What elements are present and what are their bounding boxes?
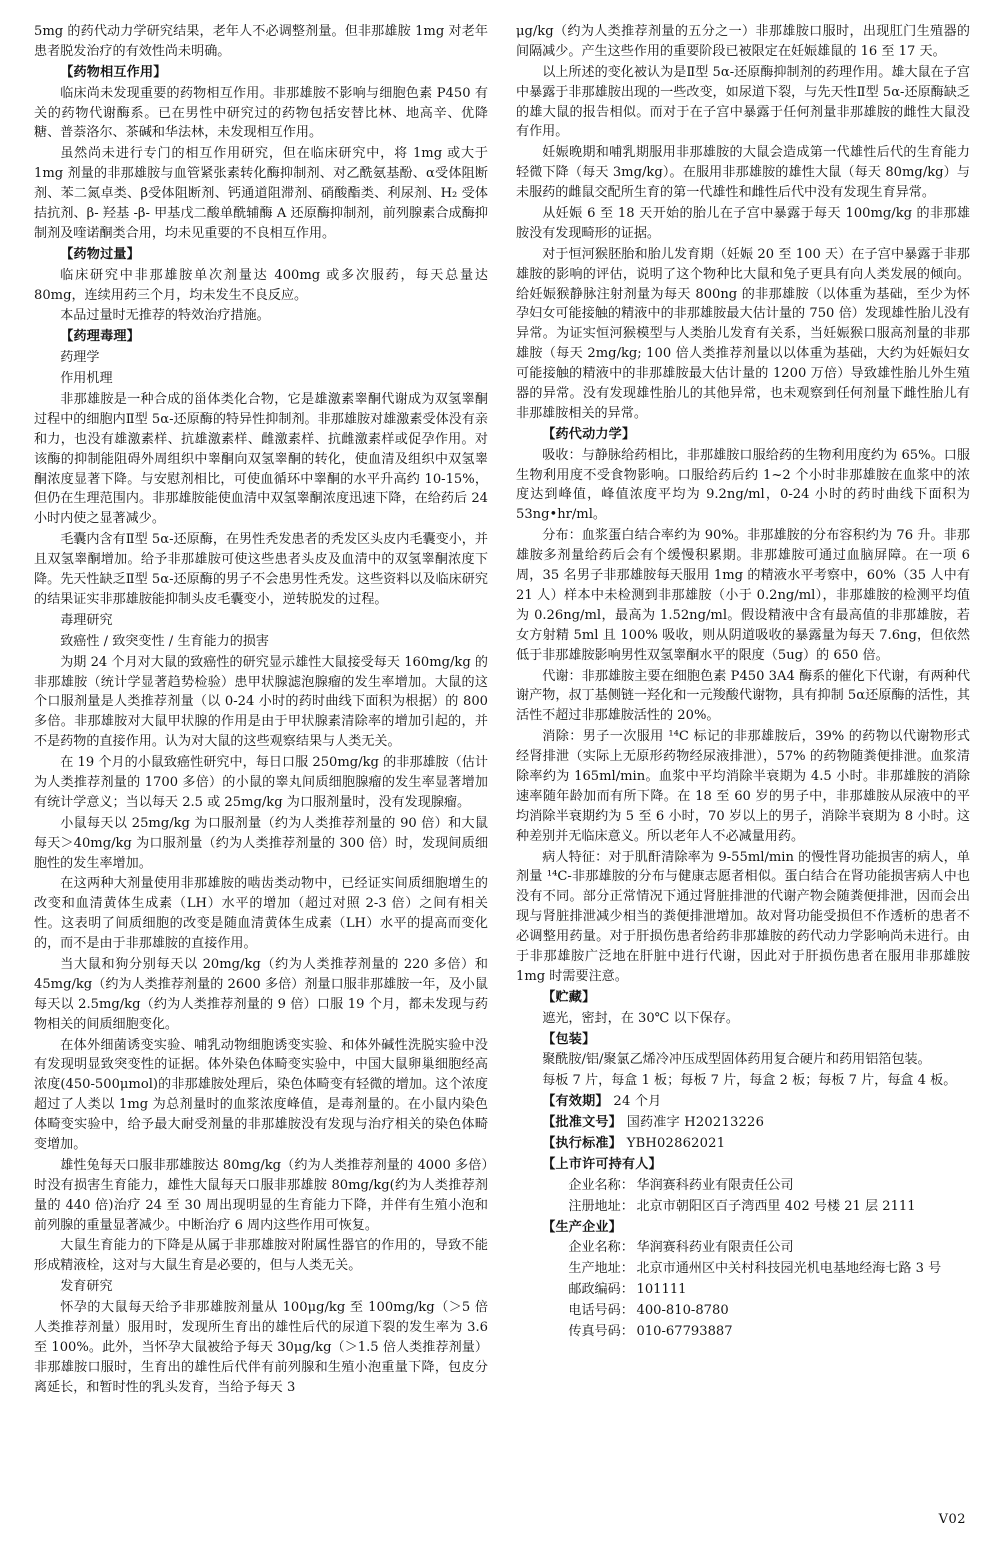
body-paragraph: 怀孕的大鼠每天给予非那雄胺剂量从 100μg/kg 至 100mg/kg（＞5 倍人类推荐剂量）服用时，发现所生育出的雄性后代的尿道下裂的发生率为 3.6 至 100%。此外，当怀孕大鼠被给予每天 30μg/kg（＞1.5 倍人类推荐剂量）非那雄胺口服时，生育出的雄性后代伴有前列腺和生殖小泡重量下降，包皮分离延长，和暂时性的乳头发育，当给予每天 3 xyxy=(34,1300,488,1395)
two-column-layout xyxy=(34,22,970,1492)
subsection-heading: 致癌性 / 致突变性 / 生育能力的损害 xyxy=(60,633,269,649)
field-label: 邮政编码： xyxy=(568,1282,634,1298)
section-heading-inline xyxy=(516,1092,970,1112)
subsection-heading: 作用机理 xyxy=(60,371,113,387)
section-value: 24 个月 xyxy=(613,1094,662,1110)
body-paragraph: μg/kg（约为人类推荐剂量的五分之一）非那雄胺口服时，出现肛门生殖器的间隔减少。产生这些作用的重要阶段已被限定在妊娠雄鼠的 16 至 17 天。 xyxy=(516,24,970,59)
field-label: 企业名称： xyxy=(568,1177,634,1193)
section-heading-inline xyxy=(516,1113,970,1133)
field-row xyxy=(516,1176,970,1196)
section-label: 【有效期】 xyxy=(542,1094,609,1110)
field-label: 传真号码： xyxy=(568,1324,634,1339)
body-paragraph: 毛囊内含有Ⅱ型 5α-还原酶，在男性秃发患者的秃发区头皮内毛囊变小，并且双氢睾酮增加。给予非那雄胺可使这些患者头皮及血清中的双氢睾酮浓度下降。先天性缺乏Ⅱ型 5α-还原酶的男子不会患男性秃发。这些资料以及临床研究的结果证实非那雄胺能抑制头皮毛囊变小，逆转脱发的过程。 xyxy=(34,532,488,607)
body-paragraph: 虽然尚未进行专门的相互作用研究，但在临床研究中，将 1mg 或大于 1mg 剂量的非那雄胺与血管紧张素转化酶抑制剂、对乙酰氨基酚、α受体阻断剂、苯二氮卓类、β受体阻断剂、钙通道阻滞剂、硝酸酯类、利尿剂、H₂ 受体拮抗剂、β- 羟基 -β- 甲基戊二酸单酰辅酶 A 还原酶抑制剂，前列腺素合成酶抑制剂及喹诺酮类合用，均未见重要的不良相互作用。 xyxy=(34,146,488,241)
body-paragraph: 小鼠每天以 25mg/kg 为口服剂量（约为人类推荐剂量的 90 倍）和大鼠每天＞40mg/kg 为口服剂量（约为人类推荐剂量的 300 倍）时，发现间质细胞性的发生率增加。 xyxy=(34,815,488,871)
subsection-heading: 药理学 xyxy=(60,350,100,366)
section-value: 国药准字 H20213226 xyxy=(626,1115,765,1131)
body-paragraph: 遮光，密封，在 30℃ 以下保存。 xyxy=(542,1010,739,1026)
section-heading: 【药理毒理】 xyxy=(60,329,140,345)
body-paragraph: 每板 7 片，每盒 1 板；每板 7 片，每盒 2 板；每板 7 片，每盒 4 板。 xyxy=(542,1073,957,1089)
field-label: 生产地址： xyxy=(568,1261,634,1277)
body-paragraph: 临床研究中非那雄胺单次剂量达 400mg 或多次服药，每天总量达 80mg，连续用药三个月，均未发生不良反应。 xyxy=(34,267,488,303)
body-paragraph: 5mg 的药代动力学研究结果，老年人不必调整剂量。但非那雄胺 1mg 对老年患者脱发治疗的有效性尚未明确。 xyxy=(34,24,488,59)
field-value: 101111 xyxy=(636,1282,687,1298)
body-paragraph: 消除：男子一次服用 ¹⁴C 标记的非那雄胺后，39% 的药物以代谢物形式经肾排泄（实际上无原形药物经尿液排泄），57% 的药物随粪便排泄。血浆清除率约为 165ml/min。血浆中平均消除半衰期为 4.5 小时。非那雄胺的消除速率随年龄加而有所下降。在 18 至 60 岁的男子中，非那雄胺从尿液中的平均消除半衰期约为 5 至 6 小时，70 岁以上的男子，消除半衰期为 8 小时。这种差别并无临床意义。所以老年人不必减量用药。 xyxy=(516,729,970,844)
field-row xyxy=(516,1301,970,1321)
page-code: V02 xyxy=(938,1512,966,1527)
field-value: 400-810-8780 xyxy=(636,1303,729,1319)
section-heading: 【生产企业】 xyxy=(542,1219,622,1235)
section-heading-inline xyxy=(516,1134,970,1154)
section-value: YBH02862021 xyxy=(626,1135,726,1151)
subsection-heading: 毒理研究 xyxy=(60,612,113,628)
body-paragraph: 非那雄胺是一种合成的甾体类化合物，它是雄激素睾酮代谢成为双氢睾酮过程中的细胞内Ⅱ型 5α-还原酶的特异性抑制剂。非那雄胺对雄激素受体没有亲和力，也没有雄激素样、抗雄激素样、雌激素样、抗雌激素样或促孕作用。对该酶的抑制能阻碍外周组织中睾酮向双氢睾酮的转化，使血清及组织中双氢睾酮浓度显著下降。与安慰剂相比，可使血循环中睾酮的水平升高约 10-15%，但仍在生理范围内。非那雄胺能使血清中双氢睾酮浓度迅速下降，在给药后 24 小时内使之显著减少。 xyxy=(34,392,488,527)
field-row xyxy=(516,1259,970,1279)
body-paragraph: 大鼠生育能力的下降是从属于非那雄胺对附属性器官的作用的，导致不能形成精液栓，这对与大鼠生育是必要的，但与人类无关。 xyxy=(34,1238,488,1274)
body-paragraph: 对于恒河猴胚胎和胎儿发育期（妊娠 20 至 100 天）在子宫中暴露于非那雄胺的影响的评估，说明了这个物种比大鼠和兔子更具有向人类发展的倾向。给妊娠猴静脉注射剂量为每天 800ng 的非那雄胺（以体重为基础，至少为怀孕妇女可能接触的精液中的非那雄胺最大估计量的 750 倍）发现雄性胎儿没有异常。为证实恒河猴模型与人类胎儿发育有关系，当妊娠猴口服高剂量的非那雄胺（每天 2mg/kg; 100 倍人类推荐剂量以以体重为基础，大约为妊娠妇女可能接触的精液中的非那雄胺最大估计量的 1200 万倍）导致雄性胎儿外生殖器的异常。没有发现雄性胎儿的其他异常，也未观察到任何剂量下雌性胎儿有非那雄胺相关的异常。 xyxy=(516,246,970,421)
field-row xyxy=(516,1280,970,1300)
section-label: 【批准文号】 xyxy=(542,1115,622,1131)
field-label: 企业名称： xyxy=(568,1240,634,1256)
body-paragraph: 在这两种大剂量使用非那雄胺的啮齿类动物中，已经证实间质细胞增生的改变和血清黄体生成素（LH）水平的增加（超过对照 2-3 倍）之间有相关性。这表明了间质细胞的改变是随血清黄体生成素（LH）水平的提高而变化的，而不是由于非那雄胺的直接作用。 xyxy=(34,876,488,952)
body-paragraph: 聚酰胺/铝/聚氯乙烯冷冲压成型固体药用复合硬片和药用铝箔包装。 xyxy=(542,1052,931,1068)
body-paragraph: 代谢：非那雄胺主要在细胞色素 P450 3A4 酶系的催化下代谢，有两种代谢产物，叔丁基侧链一羟化和一元羧酸代谢物，具有抑制 5α还原酶的活性，其活性不超过非那雄胺活性的 20%。 xyxy=(516,668,970,724)
body-paragraph: 病人特征：对于肌酐清除率为 9-55ml/min 的慢性肾功能损害的病人，单剂量 ¹⁴C-非那雄胺的分布与健康志愿者相似。蛋白结合在肾功能损害病人中也没有不同。部分正常情况下通过肾脏排泄的代谢产物会随粪便排泄，因而会出现与肾脏排泄减少相当的粪便排泄增加。故对肾功能受损但不作透析的患者不必调整用药量。对于肝损伤患者给药非那雄胺的药代动力学影响尚未进行。由于非那雄胺广泛地在肝脏中进行代谢，因此对于肝损伤患者在服用非那雄胺 1mg 时需要注意。 xyxy=(516,849,970,984)
field-label: 注册地址： xyxy=(568,1198,634,1214)
body-paragraph: 从妊娠 6 至 18 天开始的胎儿在子宫中暴露于每天 100mg/kg 的非那雄胺没有发现畸形的证据。 xyxy=(516,206,970,241)
body-paragraph: 在 19 个月的小鼠致癌性研究中，每日口服 250mg/kg 的非那雄胺（估计为人类推荐剂量的 1700 多倍）的小鼠的睾丸间质细胞腺瘤的发生率显著增加有统计学意义；当以每天 2.5 或 25mg/kg 为口服剂量时，没有发现腺瘤。 xyxy=(34,755,488,810)
section-heading: 【包装】 xyxy=(542,1031,596,1047)
section-heading: 【药代动力学】 xyxy=(542,426,636,442)
body-paragraph: 以上所述的变化被认为是Ⅱ型 5α-还原酶抑制剂的药理作用。雄大鼠在子宫中暴露于非那雄胺出现的一些改变，如尿道下裂，与先天性Ⅱ型 5α-还原酶缺乏的雄大鼠的报告相似。而对于在子宫中暴露于任何剂量非那雄胺的雌性大鼠没有作用。 xyxy=(516,64,970,140)
left-column xyxy=(34,22,488,1492)
body-paragraph: 吸收：与静脉给药相比，非那雄胺口服给药的生物利用度约为 65%。口服生物利用度不受食物影响。口服给药后约 1~2 个小时非那雄胺在血浆中的浓度达到峰值，峰值浓度平均为 9.2ng/ml，0-24 小时的药时曲线下面积为 53ng•hr/ml。 xyxy=(516,447,970,523)
field-value: 010-67793887 xyxy=(636,1324,733,1339)
body-paragraph: 分布：血浆蛋白结合率约为 90%。非那雄胺的分布容积约为 76 升。非那雄胺多剂量给药后会有个缓慢积累期。非那雄胺可通过血脑屏障。在一项 6 周，35 名男子非那雄胺每天服用 1mg 的精液水平考察中，60%（35 人中有 21 人）样本中未检测到非那雄胺（小于 0.2ng/ml），非那雄胺的检测平均值为 0.26ng/ml，最高为 1.52ng/ml。假设精液中含有最高值的非那雄胺，若女方射精 5ml 且 100% 吸收，则从阴道吸收的暴露量为每天 7.6ng，但依然低于非那雄胺影响男性双氢睾酮水平的限度（5ug）的 650 倍。 xyxy=(516,528,970,663)
body-paragraph: 妊娠晚期和哺乳期服用非那雄胺的大鼠会造成第一代雄性后代的生育能力轻微下降（每天 3mg/kg）。在服用非那雄胺的雄性大鼠（每天 80mg/kg）与未服药的雌鼠交配所生育的第一代雄性和雌性后代中没有发现生育异常。 xyxy=(516,145,970,201)
body-paragraph: 临床尚未发现重要的药物相互作用。非那雄胺不影响与细胞色素 P450 有关的药物代谢酶系。已在男性中研究过的药物包括安替比林、地高辛、优降糖、普萘洛尔、茶碱和华法林，未发现相互作用。 xyxy=(34,85,488,141)
section-label: 【执行标准】 xyxy=(542,1135,622,1151)
field-value: 华润赛科药业有限责任公司 xyxy=(636,1177,794,1193)
right-column xyxy=(516,22,970,1492)
section-heading: 【贮藏】 xyxy=(542,989,596,1005)
section-heading: 【药物过量】 xyxy=(60,246,140,262)
body-paragraph: 为期 24 个月对大鼠的致癌性的研究显示雄性大鼠接受每天 160mg/kg 的非那雄胺（统计学显著趋势检验）患甲状腺滤泡腺瘤的发生率增加。大鼠的这个口服剂量是人类推荐剂量（以 0-24 小时的药时曲线下面积为根据）的 800 多倍。非那雄胺对大鼠甲状腺的作用是由于甲状腺素清除率的增加引起的，并不是药物的直接作用。认为对大鼠的这些观察结果与人类无关。 xyxy=(34,654,488,750)
field-row xyxy=(516,1322,970,1342)
field-value: 北京市朝阳区百子湾西里 402 号楼 21 层 2111 xyxy=(636,1198,916,1214)
field-value: 北京市通州区中关村科技园光机电基地经海七路 3 号 xyxy=(636,1261,942,1277)
body-paragraph: 雄性兔每天口服非那雄胺达 80mg/kg（约为人类推荐剂量的 4000 多倍）时没有损害生育能力，雄性大鼠每天口服非那雄胺 80mg/kg(约为人类推荐剂量的 440 倍)治疗 24 至 30 周出现明显的生育能力下降，并伴有生殖小泡和前列腺的重量显著减少。中断治疗 6 周内这些作用可恢复。 xyxy=(34,1157,488,1233)
field-row xyxy=(516,1238,970,1258)
field-value: 华润赛科药业有限责任公司 xyxy=(636,1240,794,1256)
subsection-heading: 发育研究 xyxy=(60,1279,113,1295)
field-row xyxy=(516,1197,970,1217)
body-paragraph: 当大鼠和狗分别每天以 20mg/kg（约为人类推荐剂量的 220 多倍）和 45mg/kg（约为人类推荐剂量的 2600 多倍）剂量口服非那雄胺一年，及小鼠每天以 2.5mg/kg（约为人类推荐剂量的 9 倍）口服 19 个月，都未发现与药物相关的间质细胞变化。 xyxy=(34,956,488,1032)
section-heading: 【药物相互作用】 xyxy=(60,64,167,80)
body-paragraph: 本品过量时无推荐的特效治疗措施。 xyxy=(60,308,270,324)
section-heading: 【上市许可持有人】 xyxy=(542,1156,662,1172)
body-paragraph: 在体外细菌诱变实验、哺乳动物细胞诱变实验、和体外碱性洗脱实验中没有发现明显致突变性的证据。体外染色体畸变实验中，中国大鼠卵巢细胞经高浓度(450-500μmol)的非那雄胺处理后，染色体畸变有轻微的增加。这个浓度超过了人类以 1mg 为总剂量时的血浆浓度峰值，是毒剂量的。在小鼠内染色体畸变实验中，给予最大耐受剂量的非那雄胺没有发现与治疗相关的染色体畸变增加。 xyxy=(34,1037,488,1152)
field-label: 电话号码： xyxy=(568,1303,634,1319)
